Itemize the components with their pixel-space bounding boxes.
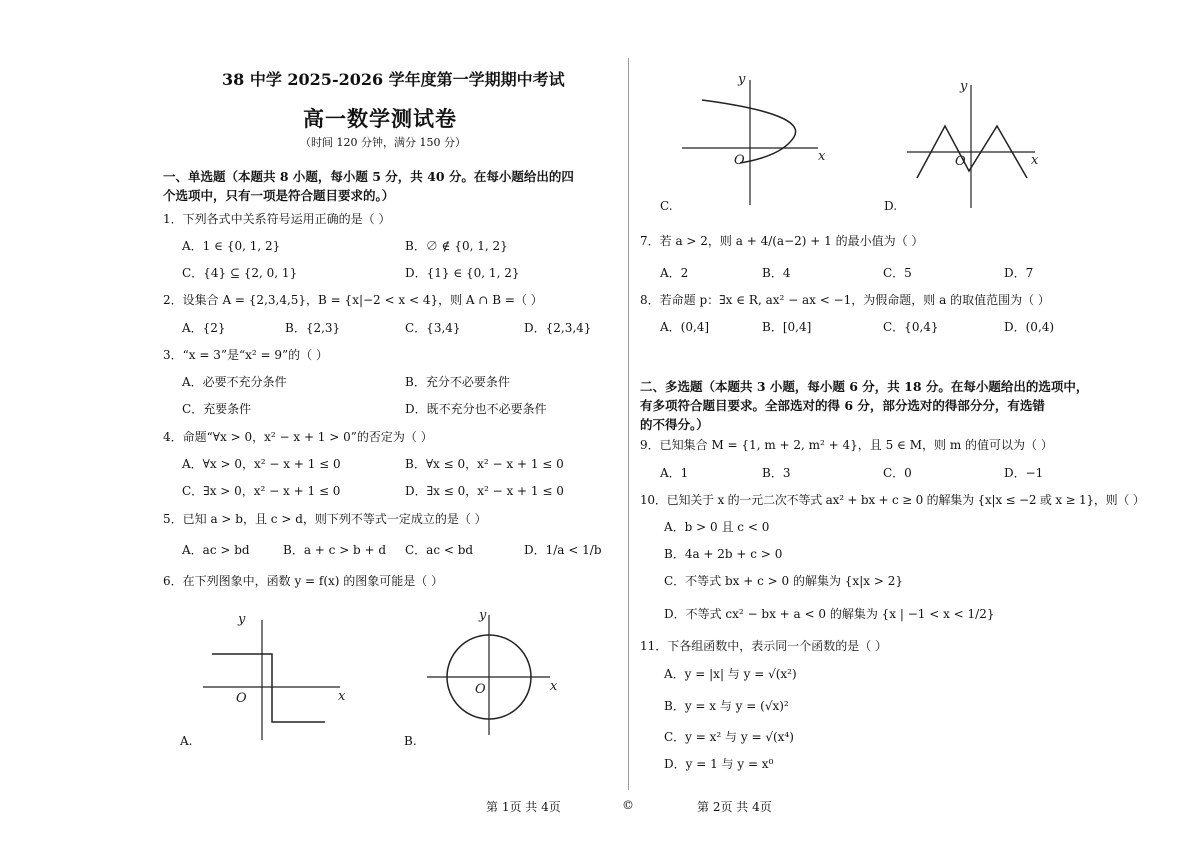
- q5-option-d: D．1/a < 1/b: [524, 543, 602, 557]
- paper-title: 高一数学测试卷: [303, 106, 457, 131]
- q8-option-a: A．(0,4]: [660, 320, 710, 334]
- q10-option-b: B．4a + 2b + c > 0: [664, 547, 783, 561]
- q7-option-a: A．2: [660, 266, 689, 280]
- q10-option-a: A．b > 0 且 c < 0: [664, 520, 770, 534]
- section2-heading-line2: 有多项符合题目要求。全部选对的得 6 分，部分选对的得部分分，有选错: [640, 398, 1045, 413]
- q2-option-c: C．{3,4}: [405, 321, 461, 335]
- q8-option-c: C．{0,4}: [883, 320, 939, 334]
- q1-option-b: B．∅ ∉ {0, 1, 2}: [405, 239, 508, 253]
- school-exam-title: 38 中学 2025-2026 学年度第一学期期中考试: [222, 70, 565, 89]
- q5-option-c: C．ac < bd: [405, 543, 474, 557]
- graph-b: [425, 605, 575, 735]
- q8-option-d: D．(0,4): [1004, 320, 1055, 334]
- q4-option-d: D．∃x ≤ 0，x² − x + 1 ≤ 0: [405, 484, 564, 498]
- q2-option-d: D．{2,3,4}: [524, 321, 592, 335]
- q7-option-c: C．5: [883, 266, 912, 280]
- q4-option-b: B．∀x ≤ 0，x² − x + 1 ≤ 0: [405, 457, 564, 471]
- graph-b-caption: B.: [404, 734, 417, 748]
- q9-option-c: C．0: [883, 466, 912, 480]
- graph-c-y-label: y: [738, 72, 746, 87]
- q4-option-c: C．∃x > 0，x² − x + 1 ≤ 0: [182, 484, 341, 498]
- section2-heading-line3: 的不得分。）: [640, 417, 709, 432]
- q1-option-d: D．{1} ∈ {0, 1, 2}: [405, 266, 520, 280]
- graph-b-x-label: x: [550, 679, 558, 694]
- question-10-stem: 10．已知关于 x 的一元二次不等式 ax² + bx + c ≥ 0 的解集为 {x|x ≤ −2 或 x ≥ 1}，则（ ）: [640, 493, 1145, 507]
- graph-d-y-label: y: [960, 79, 968, 94]
- graph-d: [905, 70, 1055, 210]
- time-info: （时间 120 分钟，满分 150 分）: [300, 136, 466, 149]
- footer-page-1: 第 1页 共 4页: [486, 800, 561, 814]
- graph-a: [200, 605, 360, 735]
- q9-option-b: B．3: [762, 466, 791, 480]
- footer-page-2: 第 2页 共 4页: [697, 800, 772, 814]
- q2-option-b: B．{2,3}: [285, 321, 341, 335]
- q3-option-a: A．必要不充分条件: [182, 375, 287, 389]
- graph-c-caption: C.: [660, 199, 673, 213]
- graph-c: [680, 70, 840, 210]
- q3-option-c: C．充要条件: [182, 402, 252, 416]
- q5-option-b: B．a + c > b + d: [283, 543, 387, 557]
- q7-option-d: D．7: [1004, 266, 1034, 280]
- graph-d-origin-label: O: [955, 154, 966, 169]
- q3-option-d: D．既不充分也不必要条件: [405, 402, 547, 416]
- q3-option-b: B．充分不必要条件: [405, 375, 510, 389]
- graph-d-caption: D.: [884, 199, 898, 213]
- graph-c-parabola: [702, 100, 796, 163]
- graph-a-step-line: [212, 654, 325, 722]
- q1-option-c: C．{4} ⊆ {2, 0, 1}: [182, 266, 298, 280]
- q11-option-c: C．y = x² 与 y = √(x⁴): [664, 730, 794, 744]
- graph-a-x-label: x: [338, 689, 346, 704]
- graph-a-caption: A.: [180, 734, 193, 748]
- graph-a-y-label: y: [238, 612, 246, 627]
- column-divider: [628, 58, 629, 790]
- graph-b-y-label: y: [479, 608, 487, 623]
- q1-option-a: A．1 ∈ {0, 1, 2}: [182, 239, 281, 253]
- section2-heading-line1: 二、多选题（本题共 3 小题，每小题 6 分，共 18 分。在每小题给出的选项中，: [640, 379, 1089, 394]
- question-11-stem: 11．下各组函数中，表示同一个函数的是（ ）: [640, 639, 888, 653]
- q8-option-b: B．[0,4]: [762, 320, 812, 334]
- section1-heading-line1: 一、单选题（本题共 8 小题，每小题 5 分，共 40 分。在每小题给出的四: [163, 169, 574, 184]
- question-9-stem: 9．已知集合 M = {1, m + 2, m² + 4}，且 5 ∈ M，则 m 的值可以为（ ）: [640, 438, 1053, 452]
- q11-option-d: D．y = 1 与 y = x⁰: [664, 757, 774, 771]
- q2-option-a: A．{2}: [182, 321, 226, 335]
- q10-option-d: D．不等式 cx² − bx + a < 0 的解集为 {x | −1 < x < 1/2}: [664, 607, 995, 621]
- q7-option-b: B．4: [762, 266, 791, 280]
- q10-option-c: C．不等式 bx + c > 0 的解集为 {x|x > 2}: [664, 574, 903, 588]
- graph-c-origin-label: O: [734, 153, 745, 168]
- graph-b-origin-label: O: [475, 682, 486, 697]
- q5-option-a: A．ac > bd: [182, 543, 250, 557]
- section1-heading-line2: 个选项中，只有一项是符合题目要求的。）: [163, 188, 395, 203]
- question-7-stem: 7．若 a > 2，则 a + 4/(a−2) + 1 的最小值为（ ）: [640, 234, 924, 248]
- q11-option-a: A．y = |x| 与 y = √(x²): [664, 667, 797, 681]
- q9-option-d: D．−1: [1004, 466, 1044, 480]
- question-8-stem: 8．若命题 p：∃x ∈ R, ax² − ax < −1，为假命题，则 a 的取值范围为（ ）: [640, 293, 1050, 307]
- graph-c-x-label: x: [818, 149, 826, 164]
- question-3-stem: 3．“x = 3”是“x² = 9”的（ ）: [163, 348, 328, 362]
- q9-option-a: A．1: [660, 466, 689, 480]
- graph-d-x-label: x: [1031, 153, 1039, 168]
- graph-a-origin-label: O: [236, 691, 247, 706]
- question-2-stem: 2．设集合 A = {2,3,4,5}，B = {x|−2 < x < 4}，则 A ∩ B =（ ）: [163, 293, 543, 307]
- question-1-stem: 1．下列各式中关系符号运用正确的是（ ）: [163, 212, 391, 226]
- question-4-stem: 4．命题“∀x > 0，x² − x + 1 > 0”的否定为（ ）: [163, 430, 433, 444]
- footer-mark: ©: [622, 798, 634, 812]
- q11-option-b: B．y = x 与 y = (√x)²: [664, 699, 789, 713]
- q4-option-a: A．∀x > 0，x² − x + 1 ≤ 0: [182, 457, 341, 471]
- question-5-stem: 5．已知 a > b，且 c > d，则下列不等式一定成立的是（ ）: [163, 512, 487, 526]
- question-6-stem: 6．在下列图象中，函数 y = f(x) 的图象可能是（ ）: [163, 574, 444, 588]
